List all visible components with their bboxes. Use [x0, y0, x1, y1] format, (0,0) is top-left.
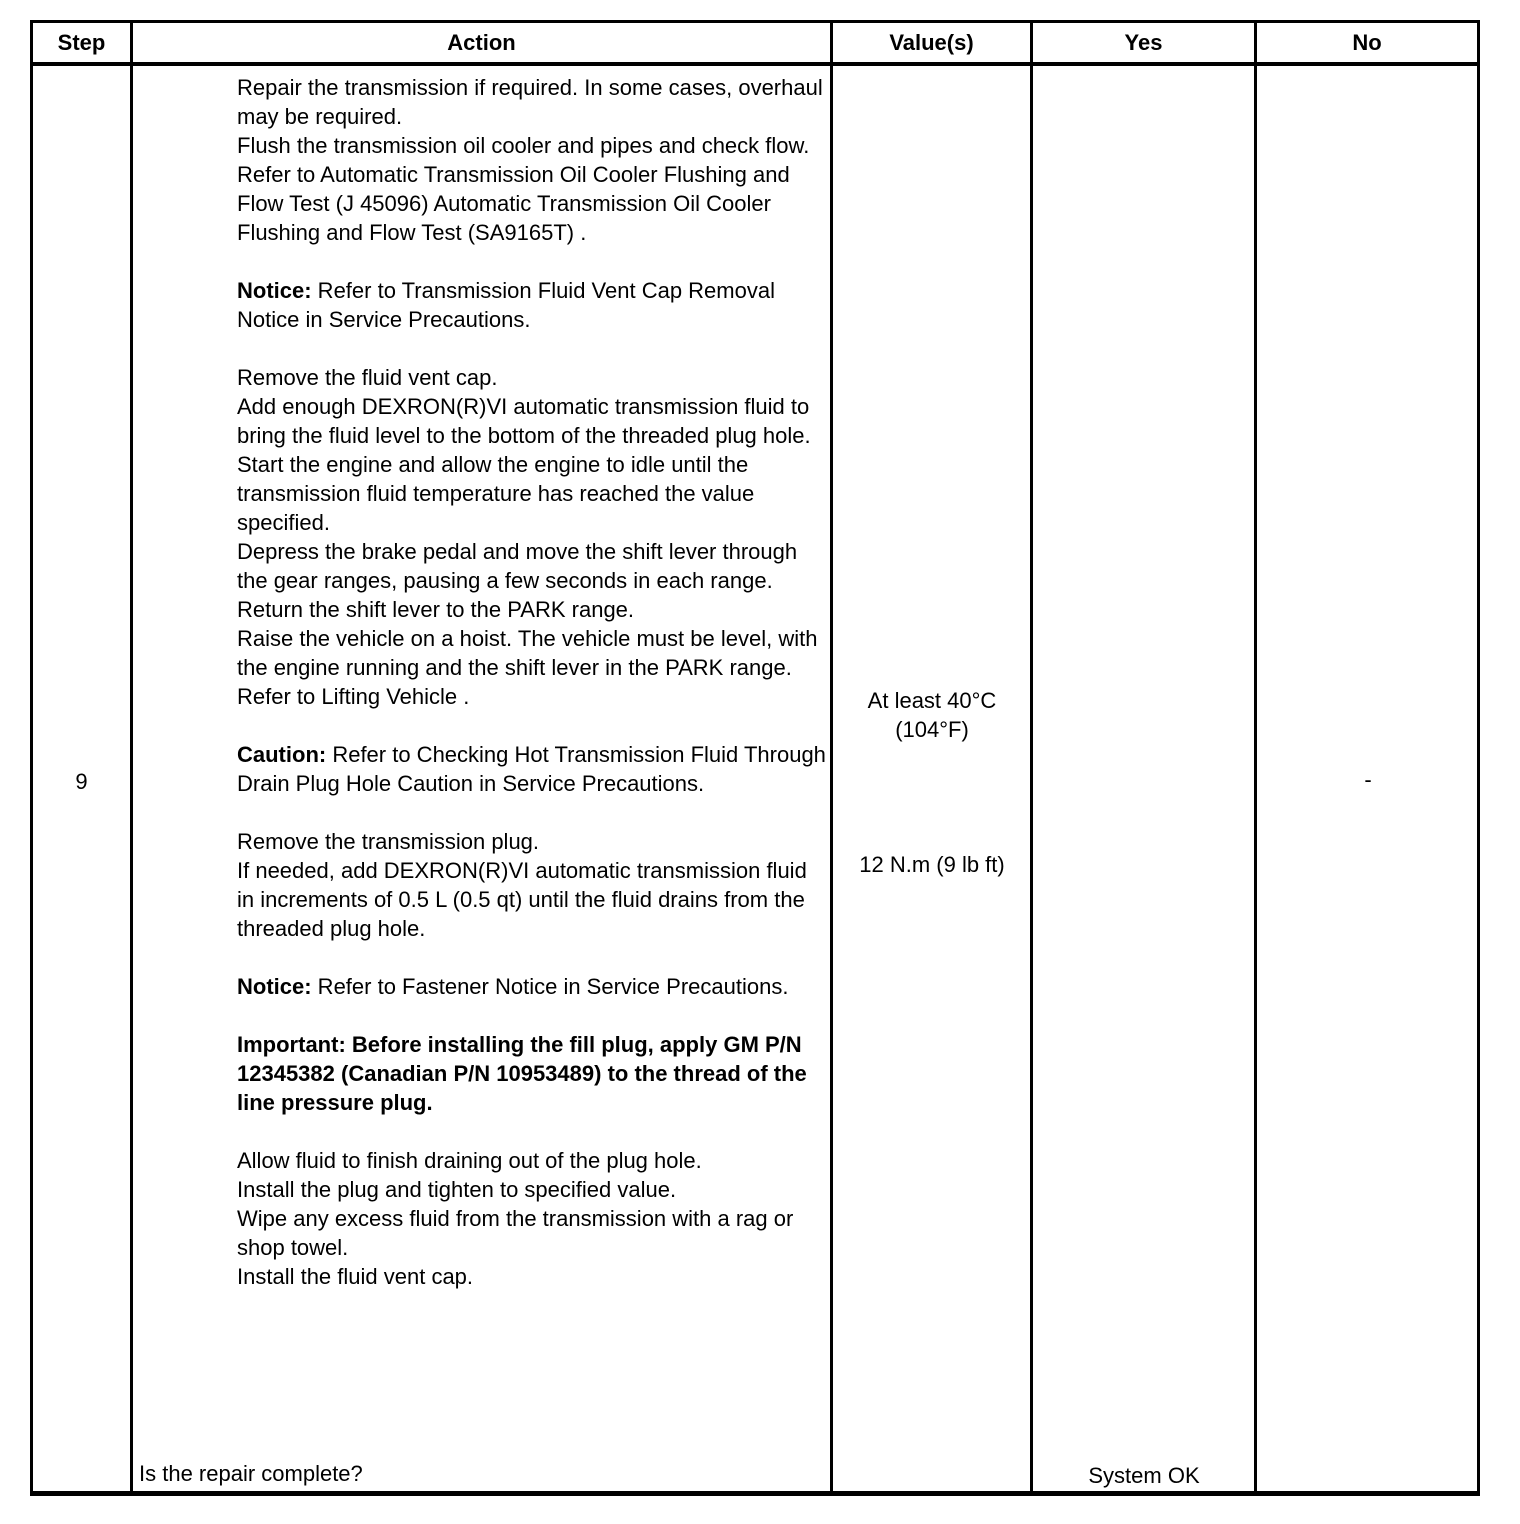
action-paragraph: Depress the brake pedal and move the shift lever through the gear ranges, pausing a few seconds in each range. Return the shift lever to the PARK range. — [237, 539, 798, 622]
action-paragraph: Add enough DEXRON(R)VI automatic transmission fluid to bring the fluid level to the bottom of the threaded plug hole. — [237, 394, 811, 448]
column-divider — [130, 23, 133, 1491]
important-paragraph: Important: Before installing the fill plug, apply GM P/N 12345382 (Canadian P/N 10953489) to the thread of the line pressure plug. — [237, 1032, 807, 1115]
action-paragraph: Repair the transmission if required. In some cases, overhaul may be required. — [237, 75, 823, 129]
action-paragraph: Allow fluid to finish draining out of the plug hole. — [237, 1148, 702, 1173]
action-paragraph: Install the fluid vent cap. — [237, 1264, 474, 1289]
action-paragraph: If needed, add DEXRON(R)VI automatic transmission fluid in increments of 0.5 L (0.5 qt) until the fluid drains from the threaded plug hole. — [237, 858, 807, 941]
notice-paragraph — [237, 972, 827, 1001]
notice-label: Notice: — [237, 974, 312, 999]
notice-text: Refer to Fastener Notice in Service Precautions. — [311, 974, 789, 999]
notice-text: Refer to Transmission Fluid Vent Cap Removal Notice in Service Precautions. — [237, 278, 775, 332]
header-step: Step — [57, 29, 106, 55]
yes-result: System OK — [1088, 1463, 1200, 1488]
header-divider — [33, 62, 1477, 66]
column-divider — [1030, 23, 1033, 1491]
value-temperature: At least 40°C (104°F) — [867, 688, 997, 742]
header-values: Value(s) — [889, 29, 974, 55]
column-divider — [1254, 23, 1257, 1491]
header-yes: Yes — [1124, 29, 1163, 55]
caution-paragraph — [237, 740, 827, 798]
value-torque: 12 N.m (9 lb ft) — [859, 852, 1005, 877]
caution-text: Refer to Checking Hot Transmission Fluid Through Drain Plug Hole Caution in Service Precautions. — [237, 742, 826, 796]
action-paragraph: Install the plug and tighten to specified value. — [237, 1177, 677, 1202]
action-paragraph: Start the engine and allow the engine to idle until the transmission fluid temperature has reached the value specified. — [237, 452, 755, 535]
notice-label: Notice: — [237, 278, 312, 303]
no-result: - — [1364, 767, 1372, 792]
header-action: Action — [447, 29, 516, 55]
question-text: Is the repair complete? — [139, 1461, 363, 1486]
notice-paragraph — [237, 276, 827, 334]
action-paragraph: Remove the fluid vent cap. — [237, 365, 498, 390]
step-number: 9 — [75, 769, 88, 794]
caution-label: Caution: — [237, 742, 327, 767]
action-paragraph: Remove the transmission plug. — [237, 829, 540, 854]
header-no: No — [1352, 29, 1382, 55]
procedure-table — [30, 20, 1480, 1496]
action-paragraph: Flush the transmission oil cooler and pipes and check flow. Refer to Automatic Transmission Oil Cooler Flushing and Flow Test (J 45096) Automatic Transmission Oil Cooler Flushing and Flow Test (SA9165T) . — [237, 133, 810, 245]
action-cell — [237, 73, 827, 1291]
action-paragraph: Raise the vehicle on a hoist. The vehicle must be level, with the engine running and the shift lever in the PARK range. Refer to Lifting Vehicle . — [237, 626, 818, 709]
column-divider — [830, 23, 833, 1491]
action-paragraph: Wipe any excess fluid from the transmission with a rag or shop towel. — [237, 1206, 794, 1260]
